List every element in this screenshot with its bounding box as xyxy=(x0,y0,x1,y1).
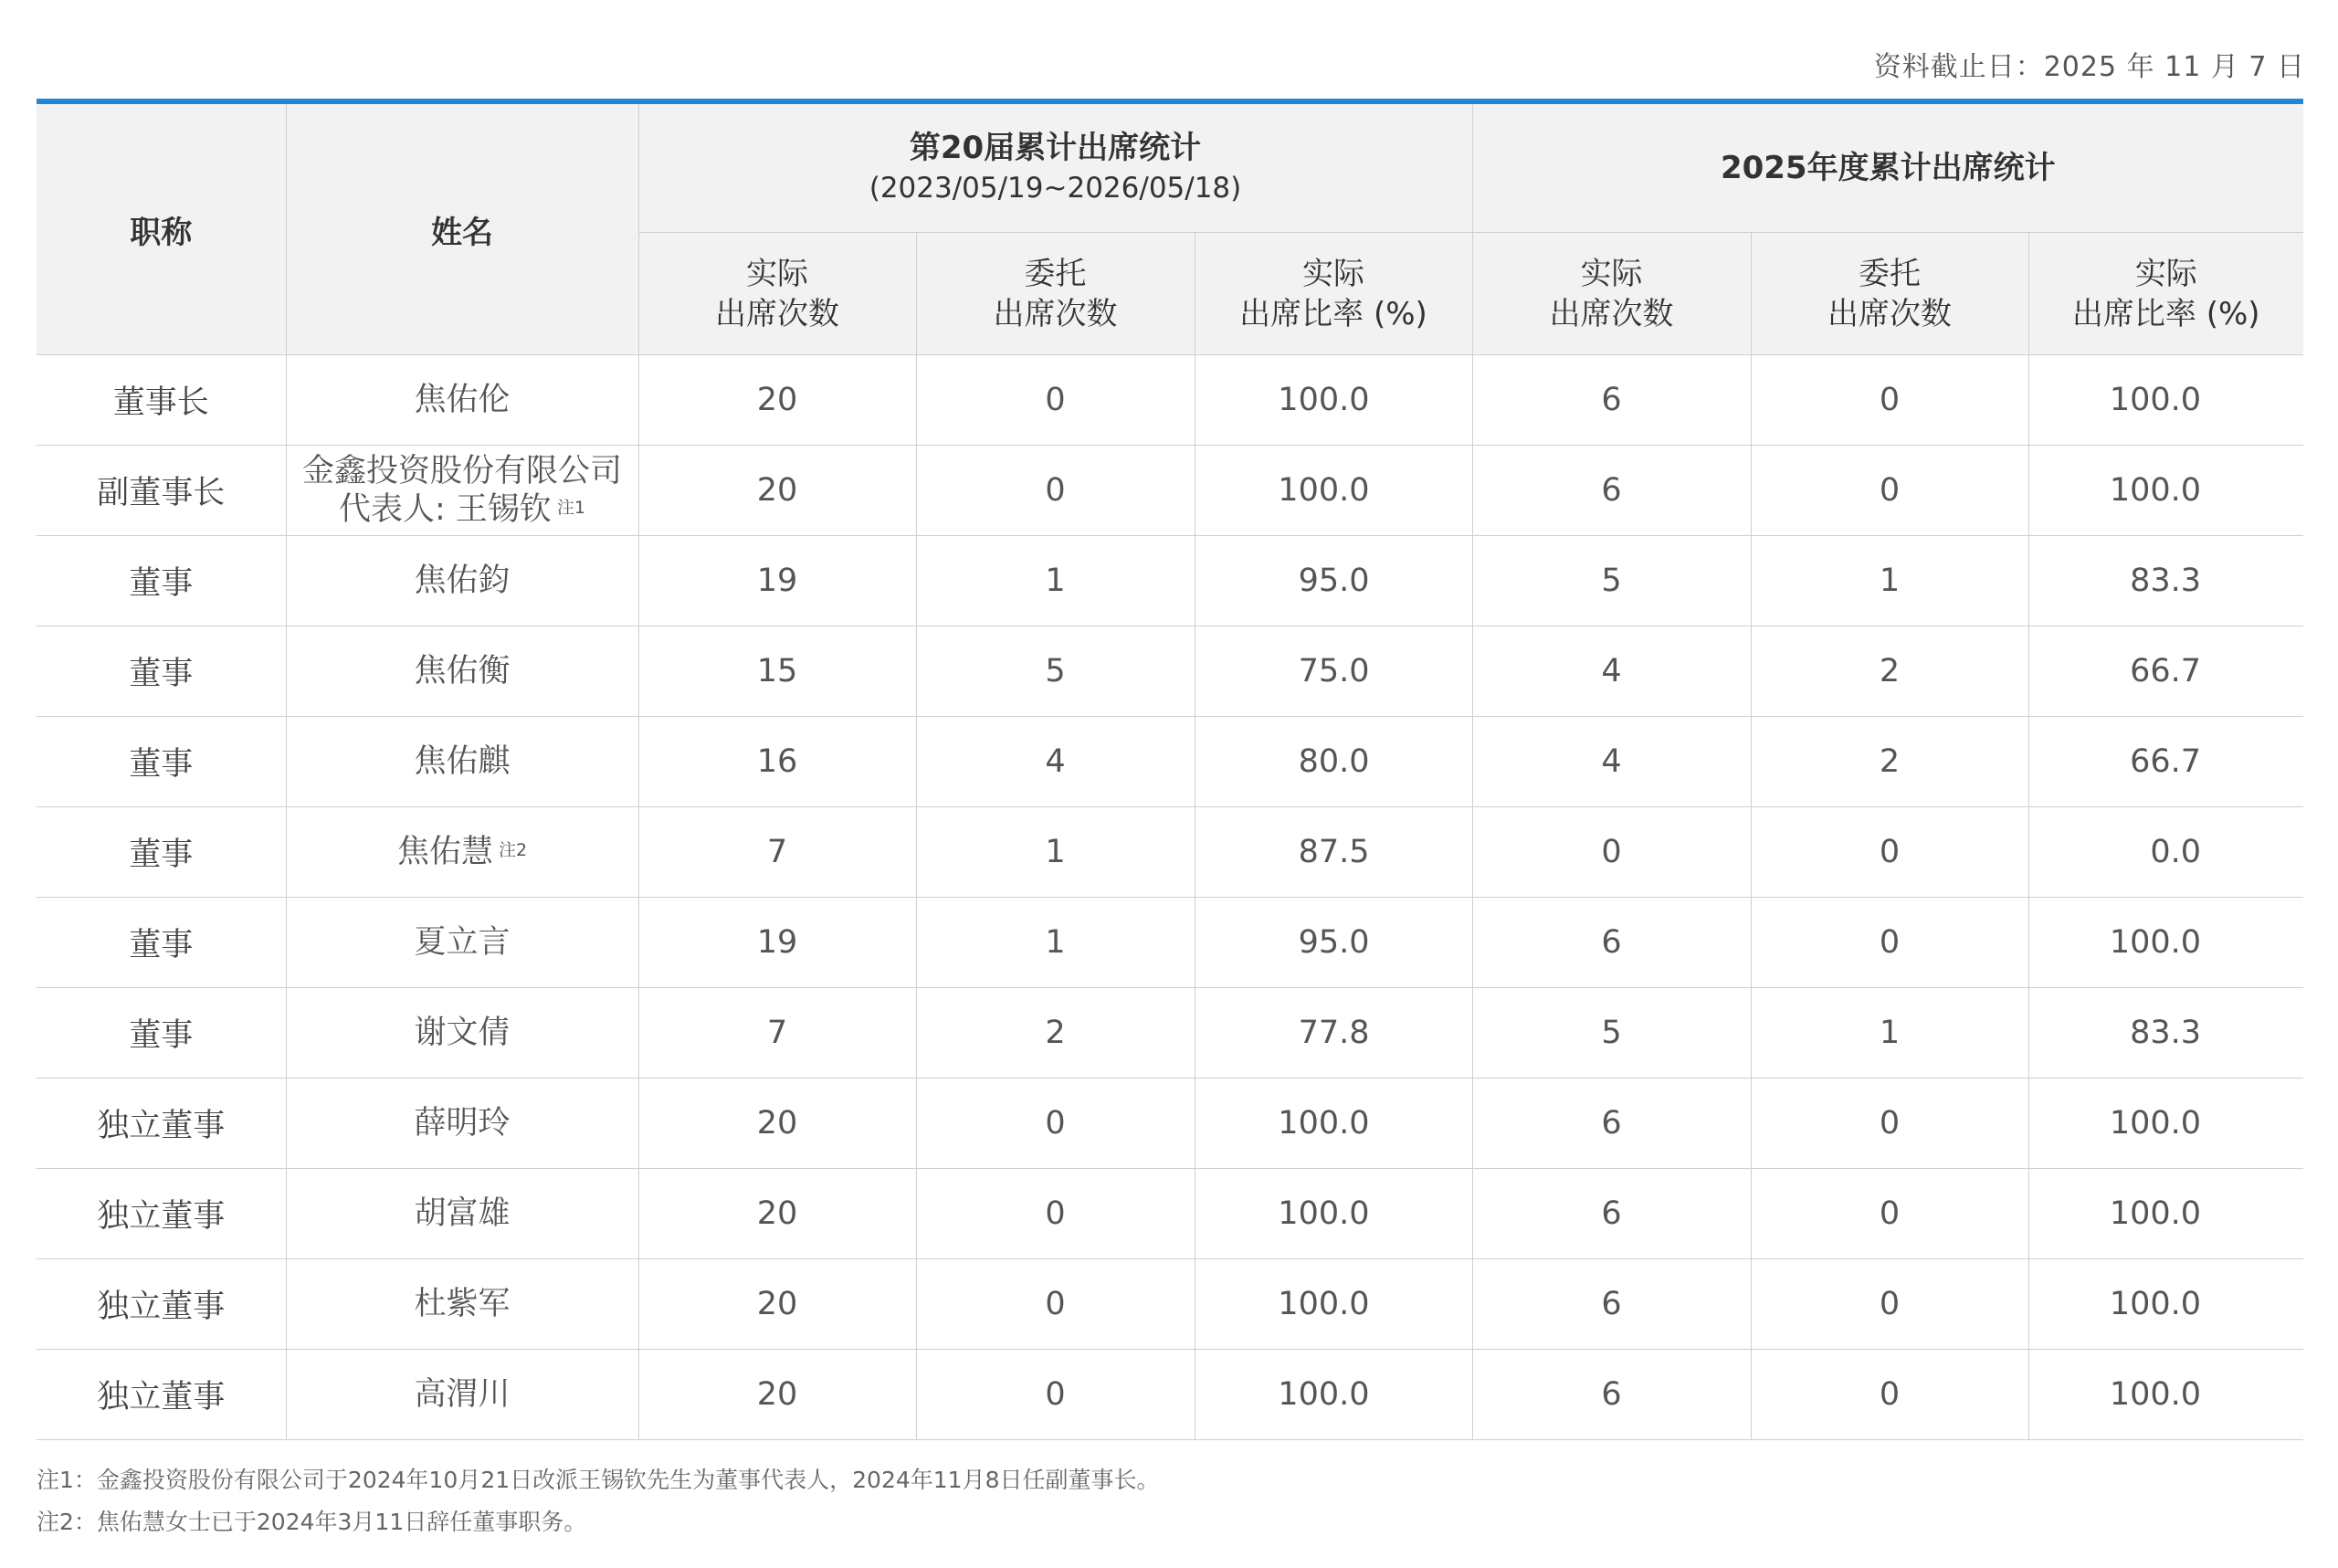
cell-year-rate: 100.0 xyxy=(2028,898,2303,988)
cell-term-rate: 100.0 xyxy=(1195,355,1472,446)
cell-term-proxy: 0 xyxy=(916,1169,1195,1259)
cell-year-rate: 100.0 xyxy=(2028,1079,2303,1169)
cell-year-rate: 0.0 xyxy=(2028,807,2303,898)
cell-year-actual: 5 xyxy=(1472,988,1751,1079)
cell-term-actual: 20 xyxy=(638,1079,916,1169)
table-header xyxy=(37,101,2303,355)
cell-term-rate: 100.0 xyxy=(1195,1079,1472,1169)
footnote-marker: 注1 xyxy=(556,498,585,518)
cell-name xyxy=(286,1259,638,1350)
cell-year-rate: 100.0 xyxy=(2028,446,2303,536)
cell-term-proxy: 1 xyxy=(916,807,1195,898)
cell-term-actual: 20 xyxy=(638,355,916,446)
data-as-of-date: 资料截止日：2025 年 11 月 7 日 xyxy=(1873,51,2305,83)
cell-term-actual: 20 xyxy=(638,446,916,536)
name-text: 焦佑鈞 xyxy=(414,563,511,599)
cell-title: 副董事长 xyxy=(37,446,286,536)
group-header-year xyxy=(1472,101,2303,233)
cell-title: 董事 xyxy=(37,807,286,898)
name-text: 焦佑伦 xyxy=(414,382,511,418)
column-header-term-proxy: 委托 出席次数 xyxy=(916,233,1195,355)
cell-year-actual: 6 xyxy=(1472,1259,1751,1350)
column-header-term-actual: 实际 出席次数 xyxy=(638,233,916,355)
cell-term-rate: 80.0 xyxy=(1195,717,1472,807)
cell-title: 董事长 xyxy=(37,355,286,446)
name-text: 杜紫军 xyxy=(414,1286,511,1322)
table-row xyxy=(37,446,2303,536)
cell-year-proxy: 0 xyxy=(1751,898,2028,988)
cell-year-proxy: 0 xyxy=(1751,1079,2028,1169)
cell-name xyxy=(286,446,638,536)
cell-title: 董事 xyxy=(37,898,286,988)
cell-year-actual: 4 xyxy=(1472,626,1751,717)
table-row xyxy=(37,1350,2303,1440)
cell-name xyxy=(286,988,638,1079)
table-row xyxy=(37,1169,2303,1259)
cell-name xyxy=(286,626,638,717)
cell-year-proxy: 0 xyxy=(1751,446,2028,536)
cell-term-rate: 77.8 xyxy=(1195,988,1472,1079)
attendance-table-wrapper xyxy=(37,99,2303,1440)
cell-term-rate: 75.0 xyxy=(1195,626,1472,717)
cell-title: 独立董事 xyxy=(37,1079,286,1169)
group-header-term-title: 第20届累计出席统计 xyxy=(909,130,1202,166)
cell-term-rate: 95.0 xyxy=(1195,536,1472,626)
table-row xyxy=(37,1079,2303,1169)
cell-year-rate: 66.7 xyxy=(2028,626,2303,717)
name-text: 夏立言 xyxy=(414,924,511,961)
table-row xyxy=(37,898,2303,988)
cell-term-actual: 7 xyxy=(638,988,916,1079)
cell-term-proxy: 4 xyxy=(916,717,1195,807)
name-text: 焦佑麒 xyxy=(414,743,511,780)
cell-year-actual: 6 xyxy=(1472,1169,1751,1259)
group-header-term xyxy=(638,101,1472,233)
cell-term-proxy: 2 xyxy=(916,988,1195,1079)
cell-year-rate: 83.3 xyxy=(2028,536,2303,626)
cell-year-proxy: 1 xyxy=(1751,988,2028,1079)
cell-year-rate: 100.0 xyxy=(2028,1350,2303,1440)
cell-term-actual: 15 xyxy=(638,626,916,717)
cell-term-actual: 7 xyxy=(638,807,916,898)
cell-year-rate: 66.7 xyxy=(2028,717,2303,807)
cell-term-actual: 20 xyxy=(638,1350,916,1440)
cell-year-actual: 0 xyxy=(1472,807,1751,898)
cell-title: 董事 xyxy=(37,717,286,807)
cell-term-proxy: 1 xyxy=(916,536,1195,626)
group-header-term-period: (2023/05/19~2026/05/18) xyxy=(869,172,1242,205)
cell-title: 独立董事 xyxy=(37,1169,286,1259)
representative-text: 代表人: 王锡钦 xyxy=(338,491,552,528)
cell-term-actual: 19 xyxy=(638,898,916,988)
cell-term-proxy: 1 xyxy=(916,898,1195,988)
cell-name xyxy=(286,807,638,898)
cell-title: 董事 xyxy=(37,536,286,626)
cell-term-proxy: 0 xyxy=(916,1350,1195,1440)
cell-year-actual: 6 xyxy=(1472,446,1751,536)
cell-year-actual: 6 xyxy=(1472,355,1751,446)
group-header-year-title: 2025年度累计出席统计 xyxy=(1720,150,2056,186)
name-text: 高渭川 xyxy=(414,1376,511,1413)
name-text: 金鑫投资股份有限公司 xyxy=(301,453,622,489)
column-header-term-rate: 实际 出席比率 (%) xyxy=(1195,233,1472,355)
name-text: 胡富雄 xyxy=(414,1195,511,1232)
cell-year-rate: 100.0 xyxy=(2028,1259,2303,1350)
cell-name xyxy=(286,355,638,446)
cell-term-actual: 20 xyxy=(638,1259,916,1350)
table-row xyxy=(37,1259,2303,1350)
footnote-marker: 注2 xyxy=(498,840,528,860)
cell-year-proxy: 2 xyxy=(1751,717,2028,807)
cell-year-proxy: 2 xyxy=(1751,626,2028,717)
cell-year-actual: 6 xyxy=(1472,898,1751,988)
cell-year-rate: 83.3 xyxy=(2028,988,2303,1079)
column-header-year-proxy: 委托 出席次数 xyxy=(1751,233,2028,355)
cell-year-actual: 5 xyxy=(1472,536,1751,626)
footnotes xyxy=(37,1459,1160,1543)
cell-term-rate: 100.0 xyxy=(1195,446,1472,536)
cell-name xyxy=(286,898,638,988)
cell-term-rate: 100.0 xyxy=(1195,1169,1472,1259)
column-header-year-actual: 实际 出席次数 xyxy=(1472,233,1751,355)
cell-term-actual: 19 xyxy=(638,536,916,626)
cell-name xyxy=(286,1169,638,1259)
cell-term-rate: 87.5 xyxy=(1195,807,1472,898)
cell-term-proxy: 0 xyxy=(916,1079,1195,1169)
cell-year-proxy: 0 xyxy=(1751,355,2028,446)
table-row xyxy=(37,536,2303,626)
column-header-year-rate: 实际 出席比率 (%) xyxy=(2028,233,2303,355)
board-attendance-table xyxy=(37,99,2303,1440)
cell-name xyxy=(286,717,638,807)
cell-year-proxy: 0 xyxy=(1751,1259,2028,1350)
table-row xyxy=(37,626,2303,717)
cell-term-rate: 100.0 xyxy=(1195,1259,1472,1350)
cell-term-proxy: 0 xyxy=(916,355,1195,446)
cell-term-proxy: 0 xyxy=(916,446,1195,536)
cell-year-actual: 6 xyxy=(1472,1079,1751,1169)
footnote-2: 注2：焦佑慧女士已于2024年3月11日辞任董事职务。 xyxy=(37,1509,587,1535)
cell-term-rate: 100.0 xyxy=(1195,1350,1472,1440)
cell-title: 董事 xyxy=(37,626,286,717)
name-text: 焦佑慧 xyxy=(396,834,493,870)
cell-year-actual: 4 xyxy=(1472,717,1751,807)
cell-title: 独立董事 xyxy=(37,1259,286,1350)
table-body xyxy=(37,355,2303,1440)
table-row xyxy=(37,988,2303,1079)
cell-year-proxy: 0 xyxy=(1751,1169,2028,1259)
name-text: 焦佑衡 xyxy=(414,653,511,689)
cell-year-rate: 100.0 xyxy=(2028,355,2303,446)
footnote-1: 注1：金鑫投资股份有限公司于2024年10月21日改派王锡钦先生为董事代表人，2024年11月8日任副董事长。 xyxy=(37,1467,1160,1493)
table-row xyxy=(37,717,2303,807)
cell-term-proxy: 0 xyxy=(916,1259,1195,1350)
cell-term-actual: 16 xyxy=(638,717,916,807)
cell-year-actual: 6 xyxy=(1472,1350,1751,1440)
table-row xyxy=(37,355,2303,446)
name-text: 薛明玲 xyxy=(414,1105,511,1142)
cell-name xyxy=(286,536,638,626)
name-text: 谢文倩 xyxy=(414,1015,511,1051)
cell-name xyxy=(286,1350,638,1440)
cell-year-proxy: 0 xyxy=(1751,1350,2028,1440)
column-header-title: 职称 xyxy=(37,101,286,355)
cell-year-proxy: 0 xyxy=(1751,807,2028,898)
cell-name xyxy=(286,1079,638,1169)
cell-year-proxy: 1 xyxy=(1751,536,2028,626)
cell-title: 独立董事 xyxy=(37,1350,286,1440)
cell-year-rate: 100.0 xyxy=(2028,1169,2303,1259)
table-row xyxy=(37,807,2303,898)
cell-term-actual: 20 xyxy=(638,1169,916,1259)
cell-term-proxy: 5 xyxy=(916,626,1195,717)
cell-term-rate: 95.0 xyxy=(1195,898,1472,988)
column-header-name: 姓名 xyxy=(286,101,638,355)
cell-title: 董事 xyxy=(37,988,286,1079)
